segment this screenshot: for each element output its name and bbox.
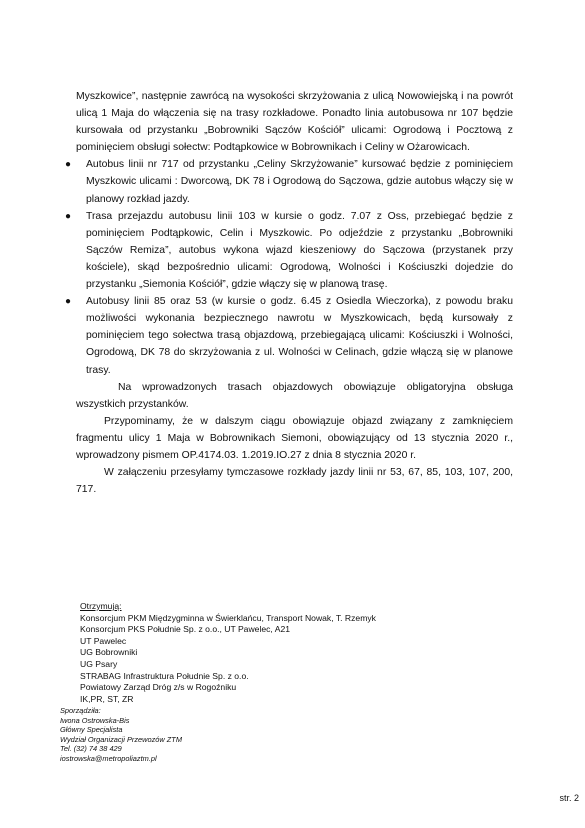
author-position: Główny Specjalista	[60, 725, 123, 735]
list-item-text: Autobus linii nr 717 od przystanku „Celiny Skrzyżowanie” kursować będzie z pominięciem Myszkowic ulicami : Dworcową, DK 78 i Ogrodową do Sączowa, gdzie autobus włączy się w planowy rozkład jazdy.	[86, 159, 513, 205]
recipient-item: Konsorcjum PKM Międzygminna w Świerklańcu, Transport Nowak, T. Rzemyk	[80, 612, 376, 623]
author-department: Wydział Organizacji Przewozów ZTM	[60, 734, 182, 744]
detour-list	[65, 156, 513, 378]
recipient-item: IK,PR, ST, ZR	[80, 693, 134, 704]
bullet-icon: ●	[65, 296, 72, 308]
letter-body	[65, 88, 513, 498]
bullet-icon: ●	[65, 210, 72, 222]
prepared-by-label: Sporządziła:	[60, 706, 101, 715]
recipient-item: UG Bobrowniki	[80, 647, 138, 658]
page-number: str. 2	[559, 793, 579, 803]
attachment-paragraph: W załączeniu przesyłamy tymczasowe rozkłady jazdy linii nr 53, 67, 85, 103, 107, 200, 717.	[76, 467, 513, 496]
recipients-heading: Otrzymują:	[80, 601, 122, 611]
intro-paragraph: Myszkowice”, następnie zawrócą na wysokości skrzyżowania z ulicą Nowowiejską i na powrót ulicą 1 Maja do włączenia się na trasy rozkładowe. Ponadto linia autobusowa nr 107 będzie kursowała od przystanku „Bobrowniki Sączów Kościół” ulicami: Ogrodową i Pocztową z pominięciem obsługi sołectw: Podtąpkowice w Bobrownikach i Celiny w Ożarowicach.	[76, 91, 513, 154]
author-email: iostrowska@metropoliaztm.pl	[60, 753, 157, 763]
list-item	[65, 208, 513, 293]
recipient-item: Powiatowy Zarząd Dróg z/s w Rogoźniku	[80, 682, 237, 693]
author-name: Iwona Ostrowska-Bis	[60, 715, 130, 725]
recipient-item: STRABAG Infrastruktura Południe Sp. z o.o.	[80, 670, 249, 681]
recipients-block	[80, 601, 376, 705]
recipient-item: UG Psary	[80, 658, 118, 669]
recipient-item: UT Pawelec	[80, 635, 127, 646]
bullet-icon: ●	[65, 159, 72, 171]
list-item-text: Autobusy linii 85 oraz 53 (w kursie o godz. 6.45 z Osiedla Wieczorka), z powodu braku możliwości wykonania bezpiecznego nawrotu w Myszkowicach, będą kursowały z pominięciem tego sołectwa trasą objazdową, przebiegającą ulicami: Kościuszki i Wolności, Ogrodową, DK 78 do skrzyżowania z ul. Wolności w Celinach, gdzie włączą się w planowe trasy.	[86, 296, 513, 376]
author-phone: Tel. (32) 74 38 429	[60, 744, 122, 754]
note-paragraph: Na wprowadzonych trasach objazdowych obowiązuje obligatoryjna obsługa wszystkich przystanków.	[76, 381, 513, 410]
prepared-by-block	[60, 706, 182, 764]
list-item	[65, 293, 513, 378]
recipient-item: Konsorcjum PKS Południe Sp. z o.o., UT Pawelec, A21	[80, 624, 291, 635]
reminder-paragraph: Przypominamy, że w dalszym ciągu obowiązuje objazd związany z zamknięciem fragmentu ulicy 1 Maja w Bobrownikach Siemoni, obowiązujący od 13 stycznia 2020 r., wprowadzony pismem OP.4174.03. 1.2019.IO.27 z dnia 8 stycznia 2020 r.	[76, 415, 513, 461]
list-item	[65, 156, 513, 207]
list-item-text: Trasa przejazdu autobusu linii 103 w kursie o godz. 7.07 z Oss, przebiegać będzie z pominięciem Podtąpkowic, Celin i Myszkowic. Po odjeździe z przystanku „Bobrowniki Sączów Remiza”, autobus wykona wjazd kieszeniowy do Sączowa (przystanek przy kościele), skąd bezpośrednio ulicami: Ogrodową, Wolności i Kościuszki dojedzie do przystanku „Siemonia Kościół”, gdzie włączy się w planową trasę.	[86, 210, 513, 291]
